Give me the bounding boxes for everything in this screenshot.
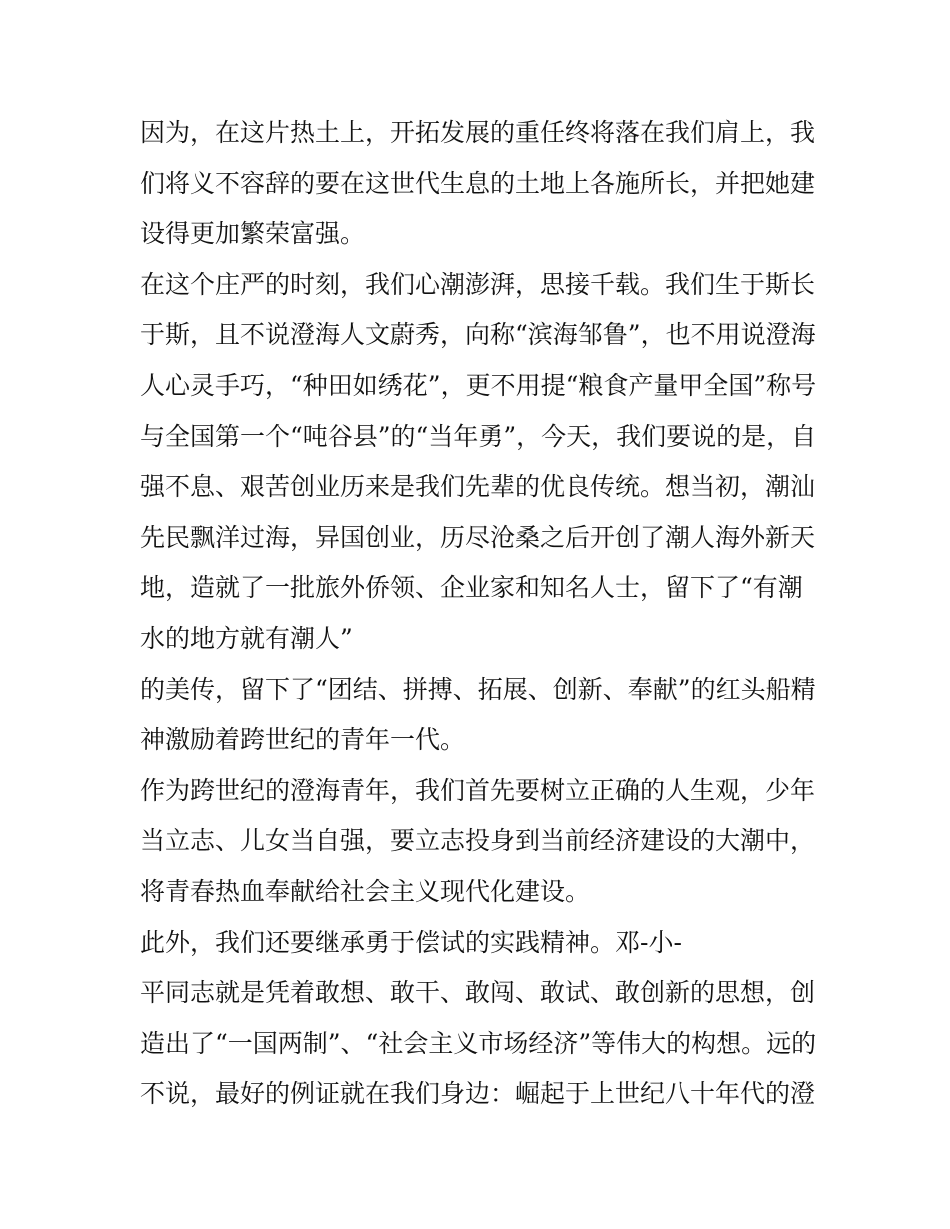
- text-line: 当立志、儿女当自强，要立志投身到当前经济建设的大潮中，: [140, 826, 816, 856]
- text-line: 神激励着跨世纪的青年一代。: [140, 725, 466, 755]
- text-line: 不说，最好的例证就在我们身边：崛起于上世纪八十年代的澄: [140, 1079, 816, 1109]
- text-line: 地，造就了一批旅外侨领、企业家和知名人士，留下了“有潮: [140, 573, 803, 603]
- body-text: [140, 108, 830, 1120]
- text-line: 水的地方就有潮人”: [140, 623, 353, 653]
- text-line: 先民飘洋过海，异国创业，历尽沧桑之后开创了潮人海外新天: [140, 522, 816, 552]
- text-line: 的美传，留下了“团结、拼搏、拓展、创新、奉献”的红头船精: [140, 674, 816, 704]
- text-line: 平同志就是凭着敢想、敢干、敢闯、敢试、敢创新的思想，创: [140, 978, 816, 1008]
- text-line: 们将义不容辞的要在这世代生息的土地上各施所长，并把她建: [140, 168, 816, 198]
- text-line: 设得更加繁荣富强。: [140, 219, 366, 249]
- text-line: 作为跨世纪的澄海青年，我们首先要树立正确的人生观，少年: [140, 775, 816, 805]
- text-line: 将青春热血奉献给社会主义现代化建设。: [140, 876, 591, 906]
- text-line: 造出了“一国两制”、“社会主义市场经济”等伟大的构想。远的: [140, 1028, 817, 1058]
- text-line: 于斯，且不说澄海人文蔚秀，向称“滨海邹鲁”，也不用说澄海: [140, 320, 816, 350]
- text-line: 强不息、艰苦创业历来是我们先辈的优良传统。想当初，潮汕: [140, 472, 816, 502]
- text-line: 此外，我们还要继承勇于偿试的实践精神。邓-小-: [140, 927, 682, 957]
- text-line: 人心灵手巧，“种田如绣花”，更不用提“粮食产量甲全国”称号: [140, 370, 817, 400]
- text-line: 因为，在这片热土上，开拓发展的重任终将落在我们肩上，我: [140, 118, 816, 147]
- text-line: 与全国第一个“吨谷县”的“当年勇”，今天，我们要说的是，自: [140, 421, 817, 451]
- text-line: 在这个庄严的时刻，我们心潮澎湃，思接千载。我们生于斯长: [140, 269, 816, 299]
